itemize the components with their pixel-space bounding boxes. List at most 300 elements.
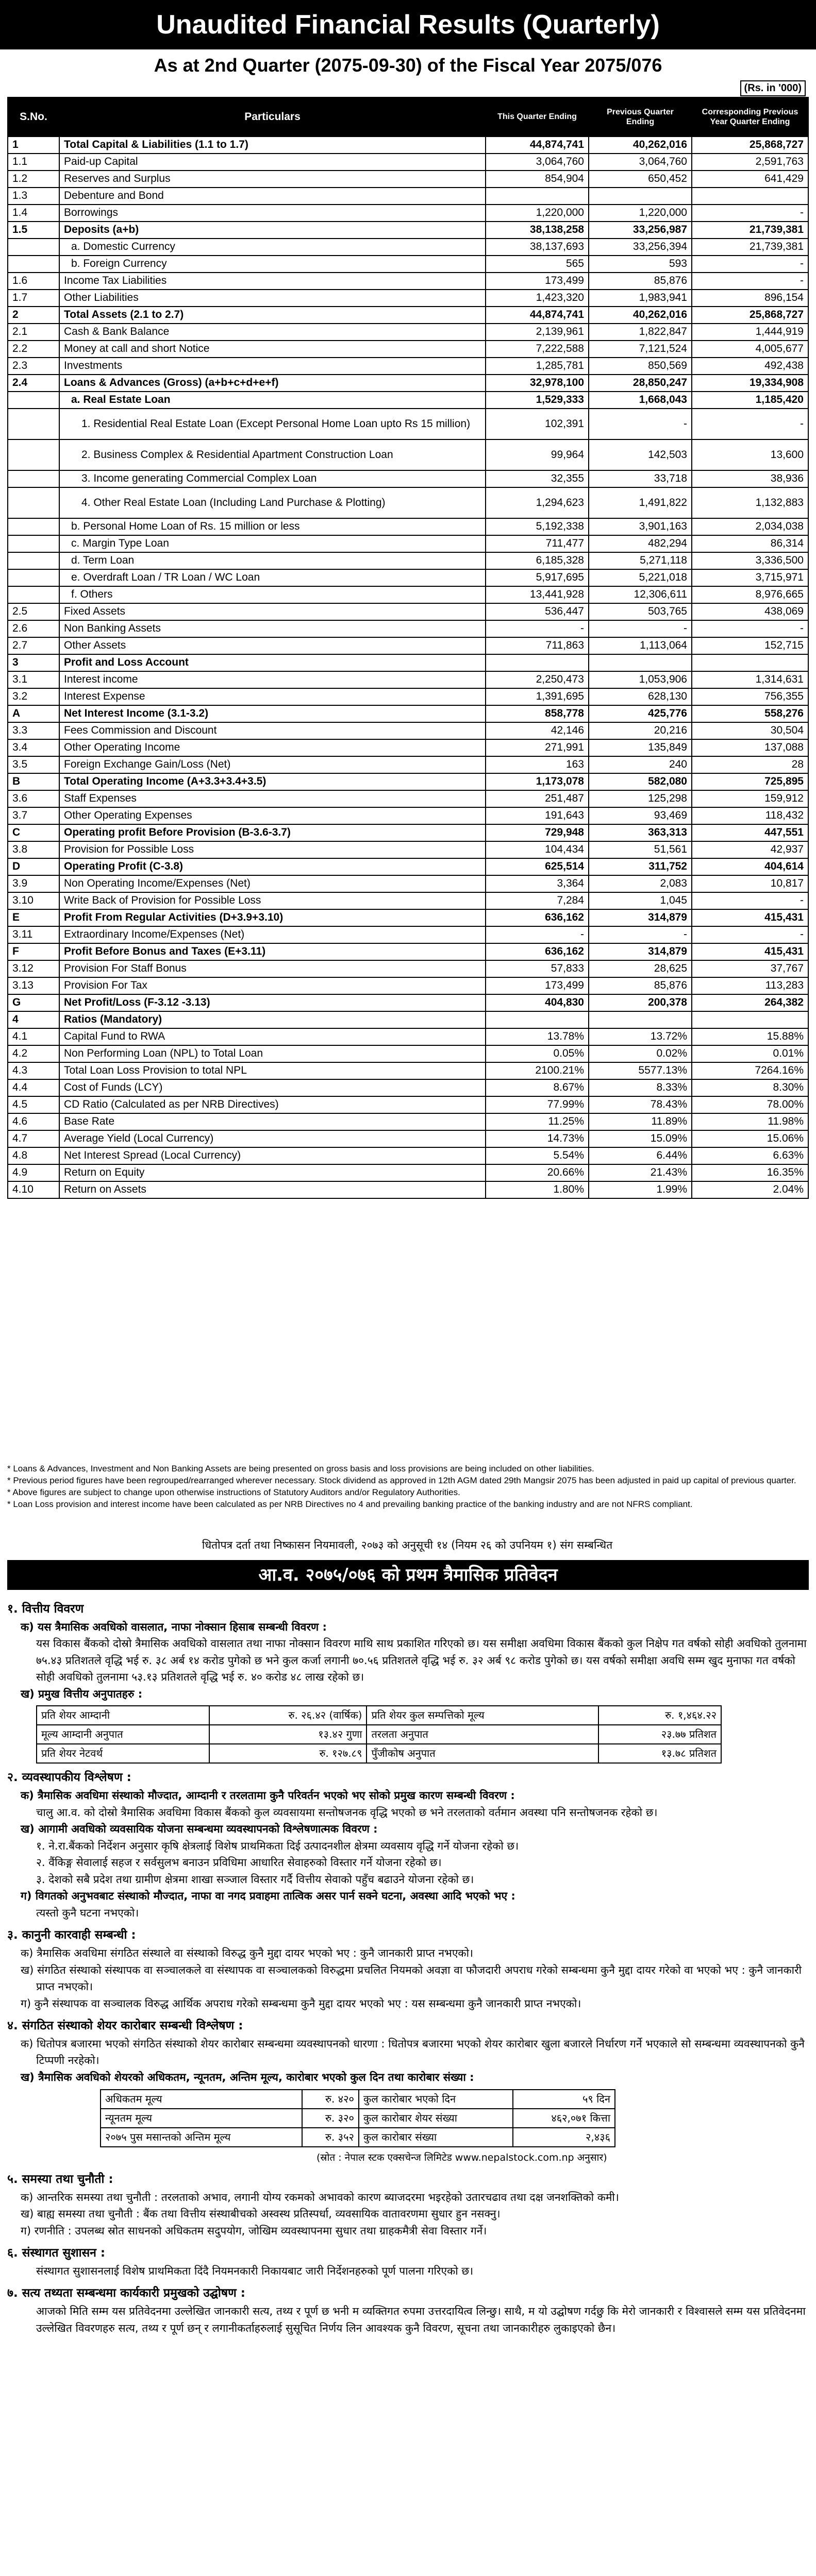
cell-previous-year: -: [692, 620, 808, 637]
cell-this-quarter: 163: [486, 756, 589, 773]
list-item: क) त्रैमासिक अवधिमा संगठित संस्थाले वा संस्थाको विरुद्ध कुनै मुद्दा दायर भएको भए : कुनै जानकारी प्राप्त नभएको।: [21, 1947, 473, 1960]
table-row: [8, 487, 808, 518]
cell-this-quarter: 11.25%: [486, 1113, 589, 1130]
cell-particular: Debenture and Bond: [59, 188, 486, 205]
cell-sno: 3.10: [8, 892, 59, 909]
cell-previous-year: 438,069: [692, 603, 808, 620]
cell-this-quarter: 1,529,333: [486, 392, 589, 409]
list-item: ग) कुनै संस्थापक वा सञ्चालक विरुद्ध आर्थिक अपराध गरेको सम्बन्धमा कुनै मुद्दा दायर भएको भए : यस सम्बन्धमा कुनै जानकारी प्राप्त नभएको।: [21, 1997, 581, 2010]
table-row: [8, 926, 808, 943]
table-row: [8, 222, 808, 239]
subsection-heading: [7, 1821, 809, 1838]
table-row: [37, 1744, 721, 1763]
cell-previous-year: 21,739,381: [692, 222, 808, 239]
table-row: [8, 994, 808, 1011]
cell-sno: [8, 569, 59, 586]
cell-sno: [8, 239, 59, 256]
cell-previous-year: 7264.16%: [692, 1062, 808, 1079]
cell-previous-year: 2,591,763: [692, 154, 808, 171]
cell-this-quarter: [486, 654, 589, 671]
cell-this-quarter: 2100.21%: [486, 1062, 589, 1079]
cell-particular: Return on Assets: [59, 1181, 486, 1198]
cell-previous-quarter: 6.44%: [589, 1147, 692, 1164]
cell-this-quarter: 13.78%: [486, 1028, 589, 1045]
cell-this-quarter: 191,643: [486, 807, 589, 824]
cell-sno: 3.11: [8, 926, 59, 943]
cell-previous-year: 42,937: [692, 841, 808, 858]
cell-previous-year: 1,444,919: [692, 324, 808, 341]
cell-previous-quarter: 1.99%: [589, 1181, 692, 1198]
table-row: [8, 620, 808, 637]
subsection-heading: ख) प्रमुख वित्तीय अनुपातहरु :: [21, 1687, 143, 1700]
cell-sno: [8, 470, 59, 487]
cell-particular: Return on Equity: [59, 1164, 486, 1181]
table-cell: कुल कारोबार भएको दिन: [359, 2090, 513, 2109]
table-cell: अधिकतम मूल्य: [101, 2090, 302, 2109]
cell-this-quarter: 42,146: [486, 722, 589, 739]
cell-sno: 3: [8, 654, 59, 671]
cell-previous-quarter: 1,220,000: [589, 205, 692, 222]
paragraph: चालु आ.व. को दोस्रो त्रैमासिक अवधिमा विकास बैंकको कुल व्यवसायमा सन्तोषजनक वृद्धि भएको छ भने तरलताको वर्तमान अवस्था पनि सन्तोषजनक रहेको छ।: [36, 1806, 658, 1819]
table-cell: १३.४२ गुणा: [209, 1725, 367, 1744]
cell-previous-quarter: 5,271,118: [589, 552, 692, 569]
cell-previous-year: 13,600: [692, 439, 808, 470]
cell-sno: 1.6: [8, 273, 59, 290]
cell-this-quarter: 711,863: [486, 637, 589, 654]
table-row: [8, 392, 808, 409]
cell-this-quarter: 14.73%: [486, 1130, 589, 1147]
table-row: [8, 586, 808, 603]
cell-sno: 1.2: [8, 171, 59, 188]
cell-sno: 1.5: [8, 222, 59, 239]
table-cell: १३.७८ प्रतिशत: [598, 1744, 721, 1763]
cell-previous-quarter: 200,378: [589, 994, 692, 1011]
cell-this-quarter: 38,138,258: [486, 222, 589, 239]
table-cell: कुल कारोबार संख्या: [359, 2128, 513, 2147]
table-cell: रु. ४२०: [302, 2090, 359, 2109]
cell-sno: 1.7: [8, 290, 59, 307]
cell-this-quarter: 104,434: [486, 841, 589, 858]
cell-previous-year: 8,976,665: [692, 586, 808, 603]
cell-previous-quarter: 85,876: [589, 273, 692, 290]
cell-particular: Capital Fund to RWA: [59, 1028, 486, 1045]
cell-previous-year: -: [692, 409, 808, 439]
table-cell: प्रति शेयर कुल सम्पत्तिको मूल्य: [367, 1706, 598, 1725]
cell-particular: Other Assets: [59, 637, 486, 654]
subsection-heading-text: ग) विगतको अनुभवबाट संस्थाको मौज्दात, नाफा वा नगद प्रवाहमा तात्विक असर पार्न सक्ने घटना, अवस्था आदि भएको भए :: [21, 1890, 515, 1903]
cell-sno: [8, 552, 59, 569]
cell-particular: e. Overdraft Loan / TR Loan / WC Loan: [59, 569, 486, 586]
table-row: [8, 739, 808, 756]
table-row: [8, 290, 808, 307]
cell-previous-quarter: 20,216: [589, 722, 692, 739]
cell-previous-year: 3,715,971: [692, 569, 808, 586]
table-cell: रु. १२७.८९: [209, 1744, 367, 1763]
cell-previous-quarter: 314,879: [589, 909, 692, 926]
table-row: [8, 637, 808, 654]
table-row: [8, 154, 808, 171]
cell-this-quarter: 404,830: [486, 994, 589, 1011]
cell-particular: Provision For Tax: [59, 977, 486, 994]
cell-previous-quarter: 1,113,064: [589, 637, 692, 654]
cell-this-quarter: 57,833: [486, 960, 589, 977]
cell-sno: C: [8, 824, 59, 841]
cell-previous-year: 2.04%: [692, 1181, 808, 1198]
cell-previous-quarter: 85,876: [589, 977, 692, 994]
cell-previous-year: 6.63%: [692, 1147, 808, 1164]
cell-previous-quarter: 240: [589, 756, 692, 773]
subsection-balance-sheet: [7, 1619, 809, 1636]
cell-particular: Interest Expense: [59, 688, 486, 705]
cell-previous-year: 264,382: [692, 994, 808, 1011]
cell-previous-quarter: [589, 188, 692, 205]
column-header-previous-year: Corresponding Previous Year Quarter Ending: [692, 97, 808, 137]
table-row: [8, 409, 808, 439]
cell-previous-year: 19,334,908: [692, 375, 808, 392]
cell-previous-quarter: 8.33%: [589, 1079, 692, 1096]
cell-this-quarter: 44,874,741: [486, 137, 589, 154]
cell-previous-year: 15.06%: [692, 1130, 808, 1147]
table-row: [8, 892, 808, 909]
cell-this-quarter: 2,250,473: [486, 671, 589, 688]
cell-previous-quarter: 582,080: [589, 773, 692, 790]
cell-previous-quarter: 33,718: [589, 470, 692, 487]
cell-sno: [8, 586, 59, 603]
column-header-previous-quarter: Previous Quarter Ending: [589, 97, 692, 137]
cell-particular: b. Personal Home Loan of Rs. 15 million or less: [59, 518, 486, 535]
cell-previous-year: [692, 654, 808, 671]
cell-previous-year: 2,034,038: [692, 518, 808, 535]
subsection-key-ratios: [7, 1686, 809, 1703]
cell-previous-quarter: 5577.13%: [589, 1062, 692, 1079]
column-header-sno: S.No.: [8, 97, 59, 137]
cell-particular: Ratios (Mandatory): [59, 1011, 486, 1028]
cell-sno: E: [8, 909, 59, 926]
cell-this-quarter: 20.66%: [486, 1164, 589, 1181]
cell-previous-year: 415,431: [692, 909, 808, 926]
cell-this-quarter: 858,778: [486, 705, 589, 722]
subsection-heading: [7, 1787, 809, 1804]
cell-previous-year: 896,154: [692, 290, 808, 307]
subsection-heading: [7, 2069, 809, 2086]
list-item: १. ने.रा.बैंकको निर्देशन अनुसार कृषि क्षेत्रलाई विशेष प्राथमिकता दिई उत्पादनशील क्षेत्रमा व्यवसाय वृद्धि गर्ने योजना रहेको छ।: [36, 1839, 519, 1852]
cell-sno: 1.1: [8, 154, 59, 171]
cell-previous-quarter: 1,053,906: [589, 671, 692, 688]
table-row: [8, 773, 808, 790]
cell-previous-quarter: 125,298: [589, 790, 692, 807]
cell-sno: 4.1: [8, 1028, 59, 1045]
cell-this-quarter: 625,514: [486, 858, 589, 875]
cell-previous-quarter: 40,262,016: [589, 137, 692, 154]
cell-previous-quarter: 33,256,394: [589, 239, 692, 256]
cell-sno: 3.8: [8, 841, 59, 858]
cell-particular: Extraordinary Income/Expenses (Net): [59, 926, 486, 943]
cell-particular: Staff Expenses: [59, 790, 486, 807]
cell-previous-quarter: 425,776: [589, 705, 692, 722]
cell-particular: Net Profit/Loss (F-3.12 -3.13): [59, 994, 486, 1011]
table-cell: २०७५ पुस मसान्तको अन्तिम मूल्य: [101, 2128, 302, 2147]
cell-particular: Profit From Regular Activities (D+3.9+3.10): [59, 909, 486, 926]
cell-previous-year: 152,715: [692, 637, 808, 654]
table-row: [8, 943, 808, 960]
table-row: [8, 439, 808, 470]
cell-previous-quarter: 0.02%: [589, 1045, 692, 1062]
cell-this-quarter: 1,423,320: [486, 290, 589, 307]
cell-particular: Base Rate: [59, 1113, 486, 1130]
section-legal-action: ३. कानुनी कारवाही सम्बन्धी :: [7, 1928, 136, 1942]
cell-particular: Net Interest Spread (Local Currency): [59, 1147, 486, 1164]
cell-this-quarter: 102,391: [486, 409, 589, 439]
cell-previous-quarter: 142,503: [589, 439, 692, 470]
cell-particular: Interest income: [59, 671, 486, 688]
cell-this-quarter: 7,284: [486, 892, 589, 909]
cell-sno: 4.9: [8, 1164, 59, 1181]
cell-this-quarter: 173,499: [486, 273, 589, 290]
cell-this-quarter: 565: [486, 256, 589, 273]
cell-particular: Non Operating Income/Expenses (Net): [59, 875, 486, 892]
cell-previous-year: 25,868,727: [692, 307, 808, 324]
list-item: ग) रणनीति : उपलब्ध स्रोत साधनको अधिकतम सदुपयोग, जोखिम व्यवस्थापनमा सुधार तथा ग्राहकमैत्री सेवा विस्तार गर्ने।: [21, 2224, 487, 2237]
cell-particular: Net Interest Income (3.1-3.2): [59, 705, 486, 722]
cell-previous-quarter: 850,569: [589, 358, 692, 375]
cell-particular: Profit Before Bonus and Taxes (E+3.11): [59, 943, 486, 960]
cell-sno: 2.3: [8, 358, 59, 375]
cell-sno: 3.13: [8, 977, 59, 994]
cell-previous-year: 30,504: [692, 722, 808, 739]
table-row: [8, 307, 808, 324]
cell-sno: F: [8, 943, 59, 960]
cell-this-quarter: 38,137,693: [486, 239, 589, 256]
subsection-heading: [7, 1888, 809, 1905]
cell-sno: 4.4: [8, 1079, 59, 1096]
section-share-transactions: ४. संगठित संस्थाको शेयर कारोबार सम्बन्धी विश्लेषण :: [7, 2019, 243, 2033]
table-cell: रु. १,४६४.२२: [598, 1706, 721, 1725]
cell-previous-year: 1,314,631: [692, 671, 808, 688]
table-cell: कुल कारोबार शेयर संख्या: [359, 2109, 513, 2128]
cell-particular: Fixed Assets: [59, 603, 486, 620]
cell-previous-quarter: -: [589, 926, 692, 943]
cell-particular: Deposits (a+b): [59, 222, 486, 239]
cell-previous-year: 118,432: [692, 807, 808, 824]
cell-previous-quarter: 15.09%: [589, 1130, 692, 1147]
cell-previous-quarter: 1,822,847: [589, 324, 692, 341]
cell-previous-year: 1,185,420: [692, 392, 808, 409]
table-row: [8, 535, 808, 552]
cell-this-quarter: 44,874,741: [486, 307, 589, 324]
cell-sno: 2.2: [8, 341, 59, 358]
section-corporate-governance: ६. संस्थागत सुशासन :: [7, 2246, 106, 2260]
cell-previous-year: 38,936: [692, 470, 808, 487]
cell-previous-quarter: 5,221,018: [589, 569, 692, 586]
cell-previous-year: -: [692, 256, 808, 273]
cell-particular: Total Operating Income (A+3.3+3.4+3.5): [59, 773, 486, 790]
cell-sno: A: [8, 705, 59, 722]
table-row: [101, 2109, 615, 2128]
cell-sno: 3.1: [8, 671, 59, 688]
footnotes: [7, 1463, 809, 1511]
cell-previous-quarter: 12,306,611: [589, 586, 692, 603]
cell-previous-year: 492,438: [692, 358, 808, 375]
cell-this-quarter: 13,441,928: [486, 586, 589, 603]
cell-this-quarter: 1.80%: [486, 1181, 589, 1198]
cell-particular: Money at call and short Notice: [59, 341, 486, 358]
cell-previous-year: 137,088: [692, 739, 808, 756]
paragraph: आजको मिति सम्म यस प्रतिवेदनमा उल्लेखित जानकारी सत्य, तथ्य र पूर्ण छ भनी म व्यक्तिगत रुपमा उत्तरदायित्व लिन्छु। साथै, म यो उद्घोषण गर्दछु कि मेरो जानकारी र विश्वासले सम्म यस प्रतिवेदनमा उल्लेखित विवरणहरु सत्य, तथ्य र पूर्ण छन् र लगानीकर्ताहरुलाई सुसूचित निर्णय लिन आवश्यक कुनै विवरण, सूचना तथा जानकारीहरु लुकाइएको छैन।: [36, 2305, 806, 2334]
table-row: [8, 1079, 808, 1096]
cell-sno: 4: [8, 1011, 59, 1028]
table-row: [8, 1147, 808, 1164]
cell-this-quarter: 251,487: [486, 790, 589, 807]
cell-previous-year: 415,431: [692, 943, 808, 960]
list-item: ख) संगठित संस्थाको संस्थापक वा सञ्चालकले वा संस्थापक वा सञ्चालकको विरुद्धमा प्रचलित नियमको अवज्ञा वा फौजदारी अपराध गरेको सम्बन्धमा कुनै मुद्दा दायर गरेको वा भएको भए : कुनै जानकारी प्राप्त नभएको।: [21, 1963, 802, 1993]
cell-this-quarter: 536,447: [486, 603, 589, 620]
cell-previous-quarter: -: [589, 620, 692, 637]
footnote: * Previous period figures have been regrouped/rearranged wherever necessary. Stock dividend as approved in 12th AGM dated 29th Mangsir 2075 has been adjusted in paid up capital of previous quarter.: [7, 1475, 796, 1485]
cell-this-quarter: [486, 1011, 589, 1028]
cell-particular: Other Operating Income: [59, 739, 486, 756]
cell-this-quarter: 3,064,760: [486, 154, 589, 171]
cell-sno: [8, 409, 59, 439]
section-financial-statement: १. वित्तीय विवरण: [7, 1602, 84, 1616]
cell-previous-year: 4,005,677: [692, 341, 808, 358]
cell-previous-quarter: 3,901,163: [589, 518, 692, 535]
section-management-analysis: २. व्यवस्थापकीय विश्लेषण :: [7, 1771, 131, 1785]
table-row: [8, 960, 808, 977]
column-header-particulars: Particulars: [59, 97, 486, 137]
cell-sno: 3.4: [8, 739, 59, 756]
table-row: [8, 875, 808, 892]
cell-previous-year: 159,912: [692, 790, 808, 807]
cell-sno: 3.3: [8, 722, 59, 739]
cell-previous-quarter: 482,294: [589, 535, 692, 552]
share-trading-table: [100, 2089, 615, 2147]
cell-particular: Total Capital & Liabilities (1.1 to 1.7): [59, 137, 486, 154]
subsection-heading-text: ख) त्रैमासिक अवधिको शेयरको अधिकतम, न्यूनतम, अन्तिम मूल्य, कारोबार भएको कुल दिन तथा कारोबार संख्या :: [21, 2071, 474, 2083]
cell-this-quarter: 1,285,781: [486, 358, 589, 375]
cell-previous-year: 28: [692, 756, 808, 773]
cell-previous-quarter: 314,879: [589, 943, 692, 960]
section-ceo-declaration: ७. सत्य तथ्यता सम्बन्धमा कार्यकारी प्रमुखको उद्घोषण :: [7, 2286, 245, 2300]
list-item: ३. देशको सबै प्रदेश तथा ग्रामीण क्षेत्रमा शाखा सञ्जाल विस्तार गर्दै वित्तीय सेवाको पहुँच बढाउने योजना रहेको छ।: [36, 1873, 474, 1886]
financial-table-body: [8, 137, 808, 1198]
table-row: [8, 654, 808, 671]
table-row: [8, 358, 808, 375]
cell-particular: Non Performing Loan (NPL) to Total Loan: [59, 1045, 486, 1062]
cell-particular: Fees Commission and Discount: [59, 722, 486, 739]
cell-particular: Paid-up Capital: [59, 154, 486, 171]
cell-previous-year: 78.00%: [692, 1096, 808, 1113]
section-problems-challenges: ५. समस्या तथा चुनौती :: [7, 2172, 113, 2186]
subsection-heading: क) यस त्रैमासिक अवधिको वासलात, नाफा नोक्सान हिसाब सम्बन्धी विवरण :: [21, 1620, 327, 1633]
table-cell: ४६२,०७१ कित्ता: [513, 2109, 615, 2128]
cell-previous-quarter: 93,469: [589, 807, 692, 824]
cell-previous-quarter: [589, 1011, 692, 1028]
cell-this-quarter: [486, 188, 589, 205]
cell-this-quarter: 711,477: [486, 535, 589, 552]
cell-previous-year: 10,817: [692, 875, 808, 892]
table-row: [8, 552, 808, 569]
table-row: [8, 518, 808, 535]
table-row: [8, 341, 808, 358]
cell-previous-quarter: 28,625: [589, 960, 692, 977]
cell-sno: 4.10: [8, 1181, 59, 1198]
cell-particular: a. Real Estate Loan: [59, 392, 486, 409]
table-cell: २३.७७ प्रतिशत: [598, 1725, 721, 1744]
paragraph: यस विकास बैंकको दोस्रो त्रैमासिक अवधिको वासलात तथा नाफा नोक्सान विवरण माथि साथ प्रकाशित गरिएको छ। यस समीक्षा अवधिमा विकास बैंकको कुल निक्षेप गत वर्षको सोही अवधिको तुलनामा ७५.४३ प्रतिशतले वृद्धि भई रु. ३८ अर्ब १४ करोड पुगेको छ भने कुल कर्जा लगानी ७०.५६ प्रतिशतले वृद्धि भई रु. ३२ अर्ब ९८ करोड पुगेको छ। यस वर्षको समीक्षा अवधि सम्म खुद मुनाफा गत वर्षको सोही अवधिको तुलनामा ५३.१३ प्रतिशतले वृद्धि भई रु. ४० करोड ४८ लाख रहेको छ।: [36, 1637, 807, 1684]
table-row: [8, 909, 808, 926]
cell-particular: d. Term Loan: [59, 552, 486, 569]
cell-sno: G: [8, 994, 59, 1011]
cell-previous-year: 8.30%: [692, 1079, 808, 1096]
cell-previous-quarter: 33,256,987: [589, 222, 692, 239]
table-row: [8, 171, 808, 188]
cell-previous-quarter: 650,452: [589, 171, 692, 188]
cell-this-quarter: 99,964: [486, 439, 589, 470]
table-row: [8, 188, 808, 205]
cell-sno: 3.6: [8, 790, 59, 807]
cell-sno: D: [8, 858, 59, 875]
cell-previous-quarter: 21.43%: [589, 1164, 692, 1181]
cell-this-quarter: 5,917,695: [486, 569, 589, 586]
table-cell: रु. ३५२: [302, 2128, 359, 2147]
cell-particular: Borrowings: [59, 205, 486, 222]
cell-previous-quarter: 28,850,247: [589, 375, 692, 392]
cell-this-quarter: 636,162: [486, 909, 589, 926]
table-row: [8, 705, 808, 722]
subsection-heading-text: क) त्रैमासिक अवधिमा संस्थाको मौज्दात, आम्दानी र तरलतामा कुनै परिवर्तन भएको भए सोको प्रमुख कारण सम्बन्धी विवरण :: [21, 1789, 515, 1802]
table-row: [8, 841, 808, 858]
table-cell: ५९ दिन: [513, 2090, 615, 2109]
currency-note: (Rs. in '000): [740, 80, 806, 96]
cell-previous-year: 756,355: [692, 688, 808, 705]
cell-previous-year: 11.98%: [692, 1113, 808, 1130]
cell-sno: 4.5: [8, 1096, 59, 1113]
cell-previous-year: -: [692, 926, 808, 943]
cell-previous-quarter: 51,561: [589, 841, 692, 858]
table-row: [8, 722, 808, 739]
data-source-note: (स्रोत : नेपाल स्टक एक्सचेन्ज लिमिटेड www.nepalstock.com.np अनुसार): [317, 2151, 607, 2163]
cell-previous-year: 15.88%: [692, 1028, 808, 1045]
table-row: [8, 688, 808, 705]
cell-sno: 4.6: [8, 1113, 59, 1130]
cell-sno: 3.2: [8, 688, 59, 705]
cell-particular: Loans & Advances (Gross) (a+b+c+d+e+f): [59, 375, 486, 392]
cell-particular: Other Operating Expenses: [59, 807, 486, 824]
cell-particular: Profit and Loss Account: [59, 654, 486, 671]
cell-previous-year: 447,551: [692, 824, 808, 841]
cell-this-quarter: 1,220,000: [486, 205, 589, 222]
table-row: [8, 977, 808, 994]
cell-sno: 2.6: [8, 620, 59, 637]
cell-sno: [8, 256, 59, 273]
cell-sno: 3.12: [8, 960, 59, 977]
cell-previous-year: 16.35%: [692, 1164, 808, 1181]
quarterly-report-title: आ.व. २०७५/०७६ को प्रथम त्रैमासिक प्रतिवेदन: [7, 1560, 809, 1590]
cell-previous-year: 641,429: [692, 171, 808, 188]
cell-particular: f. Others: [59, 586, 486, 603]
cell-this-quarter: -: [486, 926, 589, 943]
cell-sno: 2.1: [8, 324, 59, 341]
subsection-heading-text: ख) आगामी अवधिको व्यवसायिक योजना सम्बन्धमा व्यवस्थापनको विश्लेषणात्मक विवरण :: [21, 1823, 378, 1836]
cell-sno: 4.3: [8, 1062, 59, 1079]
paragraph: त्यस्तो कुनै घटना नभएको।: [36, 1906, 139, 1919]
table-row: [8, 1062, 808, 1079]
cell-particular: Operating Profit (C-3.8): [59, 858, 486, 875]
cell-this-quarter: 5,192,338: [486, 518, 589, 535]
table-cell: पुँजीकोष अनुपात: [367, 1744, 598, 1763]
cell-particular: Cost of Funds (LCY): [59, 1079, 486, 1096]
list-item: २. वैंकिङ्ग सेवालाई सहज र सर्वसुलभ बनाउन प्रविधिमा आधारित सेवाहरुको विस्तार गर्ने योजना रहेको छ।: [36, 1856, 442, 1869]
